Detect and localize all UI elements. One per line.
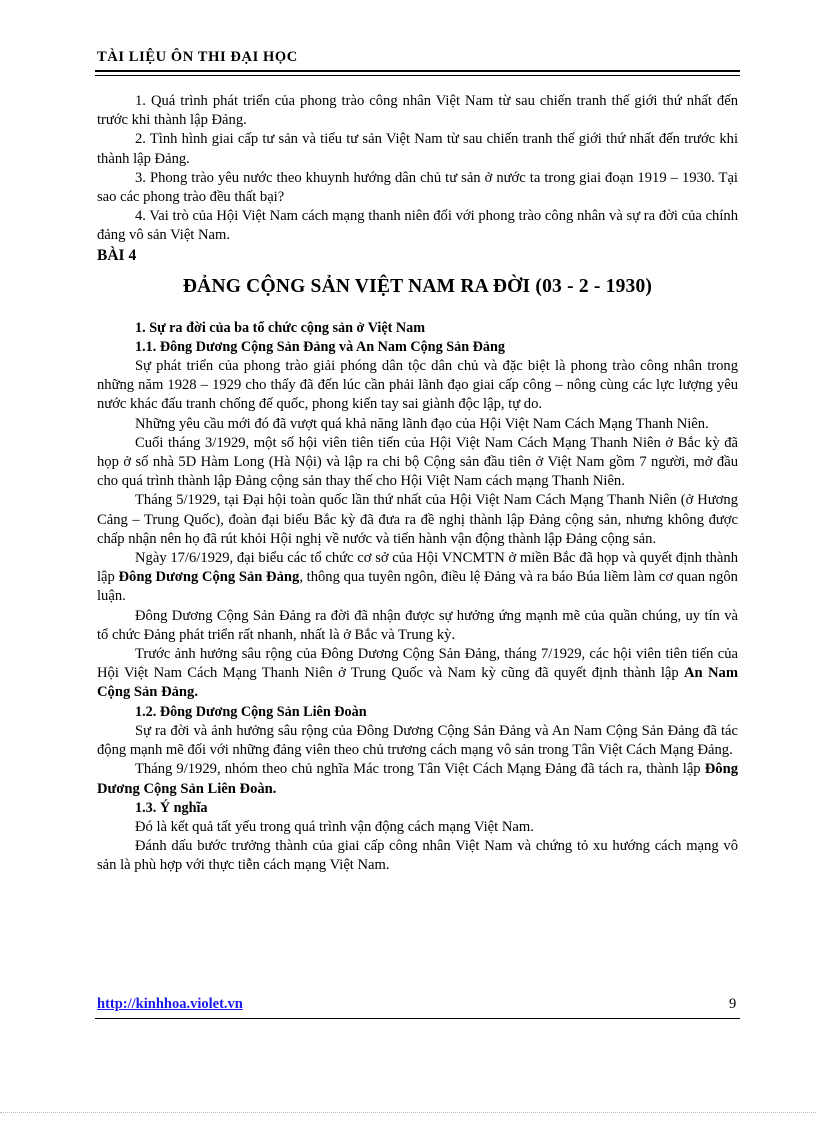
paragraph-text: Ngày 17/6/1929, đại biểu các tổ chức cơ sở của Hội VNCMTN ở miền Bắc đã họp và quyết định thành lập: [97, 550, 738, 586]
paragraph: Cuối tháng 3/1929, một số hội viên tiên tiến của Hội Việt Nam Cách Mạng Thanh Niên ở Bắc kỳ đã họp ở số nhà 5D Hàm Long (Hà Nội) và lập ra chi bộ Cộng sản đầu tiên ở Việt Nam gồm 7 người, mở đầu cho quá trình thành lập Đảng cộng sản thay thế cho Hội Việt Nam cách mạng Thanh Niên.: [97, 434, 738, 490]
review-question-1: 1. Quá trình phát triển của phong trào công nhân Việt Nam từ sau chiến tranh thế giới thứ nhất đến trước khi thành lập Đảng.: [97, 93, 738, 129]
paragraph: Sự ra đời và ảnh hưởng sâu rộng của Đông Dương Cộng Sản Đảng và An Nam Cộng Sản Đảng đã tác động mạnh mẽ đối với những đảng viên theo chủ trương cách mạng vô sản trong Tân Việt Cách Mạng Đảng.: [97, 722, 738, 759]
footer-website-link[interactable]: http://kinhhoa.violet.vn: [97, 996, 243, 1012]
paragraph: Đông Dương Cộng Sản Đảng ra đời đã nhận được sự hưởng ứng mạnh mẽ của quần chúng, uy tín và tổ chức Đảng phát triển rất nhanh, nhất là ở Bắc và Trung kỳ.: [97, 607, 738, 643]
paragraph: Tháng 5/1929, tại Đại hội toàn quốc lần thứ nhất của Hội Việt Nam Cách Mạng Thanh Niên (ở Hương Cảng – Trung Quốc), đoàn đại biểu Bắc kỳ đã đưa ra đề nghị thành lập Đảng cộng sản, nhưng không được chấp nhận nên họ đã rút khỏi Hội nghị về nước và tiến hành vận động thành lập Đảng cộng sản.: [97, 492, 738, 547]
bold-term: Đông Dương Cộng Sản Đảng: [118, 569, 300, 586]
header-rule-thin: [95, 75, 740, 76]
paragraph-text: , thông qua tuyên ngôn, điều lệ Đảng và ra báo Búa liềm làm cơ quan ngôn luận.: [97, 569, 738, 605]
paragraph: [97, 549, 738, 607]
page-header-title: TÀI LIỆU ÔN THI ĐẠI HỌC: [97, 49, 298, 65]
subsection-heading-1-1: 1.1. Đông Dương Cộng Sản Đảng và An Nam Cộng Sản Đảng: [135, 338, 505, 355]
section-heading: 1. Sự ra đời của ba tổ chức cộng sản ở Việt Nam: [135, 319, 426, 336]
page-number: 9: [729, 996, 737, 1012]
paragraph: Đánh dấu bước trưởng thành của giai cấp công nhân Việt Nam và chứng tỏ xu hướng cách mạng vô sản là phù hợp với thực tiễn cách mạng Việt Nam.: [97, 838, 738, 874]
paragraph: Đó là kết quả tất yếu trong quá trình vận động cách mạng Việt Nam.: [135, 818, 534, 835]
footer-rule: [95, 1018, 740, 1019]
paragraph: Những yêu cầu mới đó đã vượt quá khả năng lãnh đạo của Hội Việt Nam Cách Mạng Thanh Niên.: [135, 415, 709, 432]
bold-term: An Nam Cộng Sản Đảng.: [97, 665, 738, 701]
paragraph-text: Tháng 9/1929, nhóm theo chủ nghĩa Mác trong Tân Việt Cách Mạng Đảng đã tách ra, thành lập: [135, 761, 705, 778]
header-rule-thick: [95, 70, 740, 72]
subsection-heading-1-2: 1.2. Đông Dương Cộng Sản Liên Đoàn: [135, 703, 367, 720]
page-content: [97, 92, 738, 876]
paragraph: [97, 760, 738, 798]
review-question-3: 3. Phong trào yêu nước theo khuynh hướng dân chủ tư sản ở nước ta trong giai đoạn 1919 – 1930. Tại sao các phong trào đều thất bại?: [97, 169, 738, 206]
paragraph: Sự phát triển của phong trào giải phóng dân tộc dân chủ và đặc biệt là phong trào công nhân trong những năm 1928 – 1929 cho thấy đã đến lúc cần phải lãnh đạo giai cấp công – nông cùng các lực lượng yêu nước khác đấu tranh chống đế quốc, phong kiến tay sai giành độc lập, tự do.: [97, 358, 738, 413]
subsection-heading-1-3: 1.3. Ý nghĩa: [135, 799, 208, 816]
lesson-label: BÀI 4: [97, 246, 137, 264]
paragraph-text: Trước ảnh hưởng sâu rộng của Đông Dương Cộng Sản Đảng, tháng 7/1929, các hội viên tiên tiến của Hội Việt Nam Cách Mạng Thanh Niên ở Trung Quốc và Nam kỳ cũng đã quyết định thành lập: [97, 646, 738, 682]
review-question-4: 4. Vai trò của Hội Việt Nam cách mạng thanh niên đối với phong trào công nhân và sự ra đời của chính đảng vô sản Việt Nam.: [97, 208, 738, 244]
lesson-title: ĐẢNG CỘNG SẢN VIỆT NAM RA ĐỜI (03 - 2 - 1930): [182, 275, 653, 297]
paragraph: [97, 645, 738, 703]
page-boundary-line: [0, 1112, 816, 1113]
review-question-2: 2. Tình hình giai cấp tư sản và tiểu tư sản Việt Nam từ sau chiến tranh thế giới thứ nhất đến trước khi thành lập Đảng.: [97, 131, 738, 167]
bold-term: Đông Dương Cộng Sản Liên Đoàn.: [97, 761, 738, 797]
